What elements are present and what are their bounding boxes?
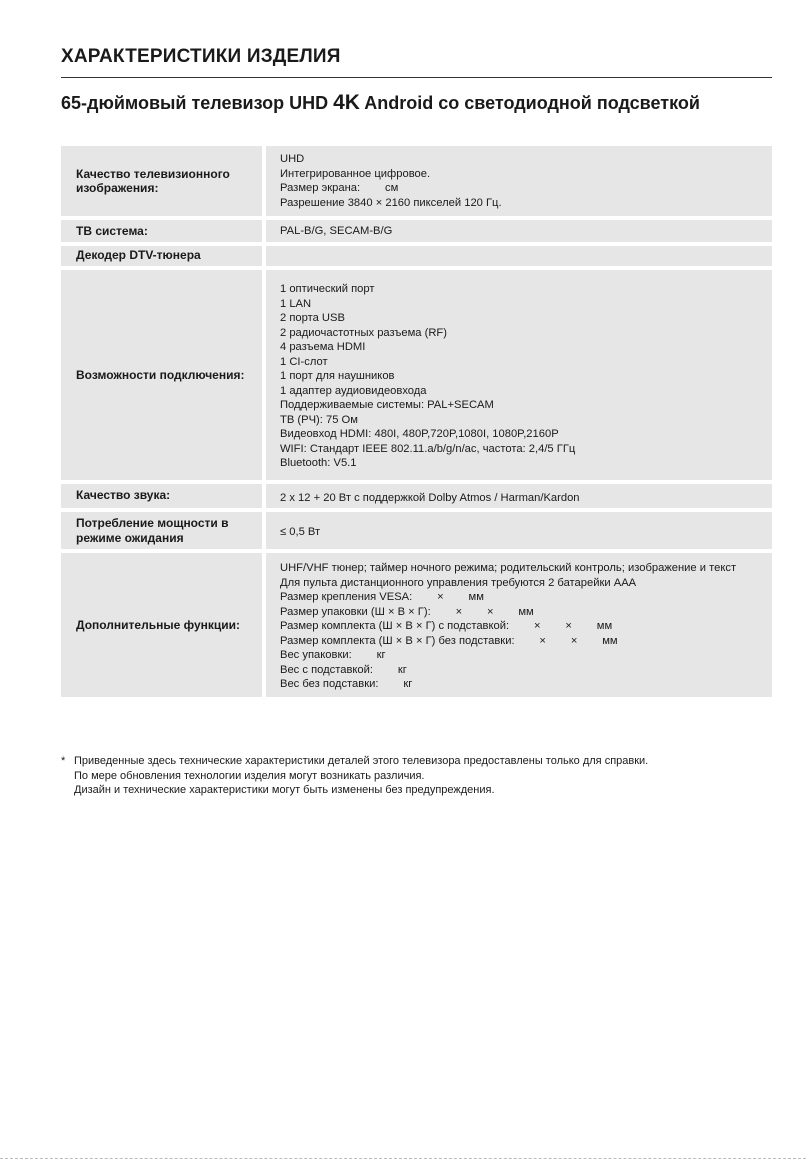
spec-label: Декодер DTV-тюнера (61, 246, 262, 266)
spec-value-line: Видеовход HDMI: 480I, 480P,720P,1080I, 1080P,2160P (280, 428, 559, 440)
spec-value-line: Bluetooth: V5.1 (280, 457, 357, 469)
spec-label: ТВ система: (61, 220, 262, 242)
footnote (61, 754, 648, 798)
spec-value-line: 1 порт для наушников (280, 370, 395, 382)
spec-value (266, 512, 772, 549)
spec-value-line: Разрешение 3840 × 2160 пикселей 120 Гц. (280, 196, 502, 209)
spec-value (266, 246, 772, 266)
spec-value-line: Размер комплекта (Ш × В × Г) с подставкой: × × мм (280, 620, 613, 632)
spec-row-sound (61, 484, 772, 509)
spec-value-line: Интегрированное цифровое. (280, 167, 431, 180)
footnote-line: Приведенные здесь технические характеристики деталей этого телевизора предоставлены только для справки. (74, 755, 649, 767)
spec-row-connectivity (61, 270, 772, 480)
spec-value (266, 146, 772, 216)
spec-value-line: Для пульта дистанционного управления требуются 2 батарейки AAA (280, 576, 637, 589)
spec-label: Дополнительные функции: (61, 553, 262, 697)
spec-value-line: 2 порта USB (280, 312, 345, 324)
spec-label: Качество звука: (61, 484, 262, 509)
footnote-line: Дизайн и технические характеристики могут быть изменены без предупреждения. (74, 784, 495, 796)
spec-value-line: 1 оптический порт (280, 283, 375, 295)
spec-value-line: WIFI: Стандарт IEEE 802.11.a/b/g/n/ac, частота: 2,4/5 ГГц (280, 442, 576, 455)
spec-value-line: 2 радиочастотных разъема (RF) (280, 326, 447, 339)
spec-value (266, 553, 772, 697)
spec-value-line: Вес без подставки: кг (280, 678, 413, 690)
product-title-suffix: Android со светодиодной подсветкой (359, 93, 700, 113)
spec-value-line: ≤ 0,5 Вт (280, 526, 321, 538)
spec-value-line: ТВ (РЧ): 75 Ом (280, 413, 358, 426)
product-title (61, 91, 700, 115)
spec-value-line: UHD (280, 153, 305, 165)
spec-row-picture (61, 146, 772, 216)
product-title-prefix: 65-дюймовый телевизор UHD (61, 93, 334, 113)
spec-row-tv-system (61, 220, 772, 242)
spec-label: Качество телевизионного изображения: (61, 146, 262, 216)
spec-row-standby-power (61, 512, 772, 549)
spec-row-extra-features (61, 553, 772, 697)
spec-value-line: Размер комплекта (Ш × В × Г) без подставки: × × мм (280, 634, 618, 647)
page-title: ХАРАКТЕРИСТИКИ ИЗДЕЛИЯ (61, 46, 341, 67)
spec-value (266, 270, 772, 480)
spec-value-line: Размер крепления VESA: × мм (280, 591, 484, 603)
spec-value (266, 484, 772, 509)
page-bottom-divider (0, 1158, 806, 1159)
spec-label: Потребление мощности в режиме ожидания (61, 512, 262, 549)
spec-value-line: 1 CI-слот (280, 355, 328, 368)
spec-value-line: Вес упаковки: кг (280, 649, 386, 661)
spec-value-line: PAL-B/G, SECAM-B/G (280, 225, 393, 237)
spec-table (61, 146, 772, 701)
product-title-4k: 4K (333, 91, 360, 114)
spec-row-dtv-decoder (61, 246, 772, 266)
spec-value-line: 1 LAN (280, 297, 312, 310)
footnote-line: По мере обновления технологии изделия могут возникать различия. (74, 769, 425, 782)
spec-value (266, 220, 772, 242)
spec-value-line: 4 разъема HDMI (280, 341, 366, 353)
spec-value-line: 1 адаптер аудиовидеовхода (280, 384, 427, 397)
title-divider (61, 77, 772, 78)
footnote-asterisk: * (61, 755, 66, 767)
spec-value-line: 2 x 12 + 20 Вт с поддержкой Dolby Atmos / Harman/Kardon (280, 491, 580, 504)
spec-value-line: Вес с подставкой: кг (280, 663, 407, 676)
spec-value-line: Размер экрана: см (280, 182, 399, 194)
spec-label: Возможности подключения: (61, 270, 262, 480)
spec-value-line: Размер упаковки (Ш × В × Г): × × мм (280, 605, 534, 618)
spec-value-line: Поддерживаемые системы: PAL+SECAM (280, 399, 494, 411)
spec-value-line: UHF/VHF тюнер; таймер ночного режима; родительский контроль; изображение и текст (280, 562, 737, 574)
